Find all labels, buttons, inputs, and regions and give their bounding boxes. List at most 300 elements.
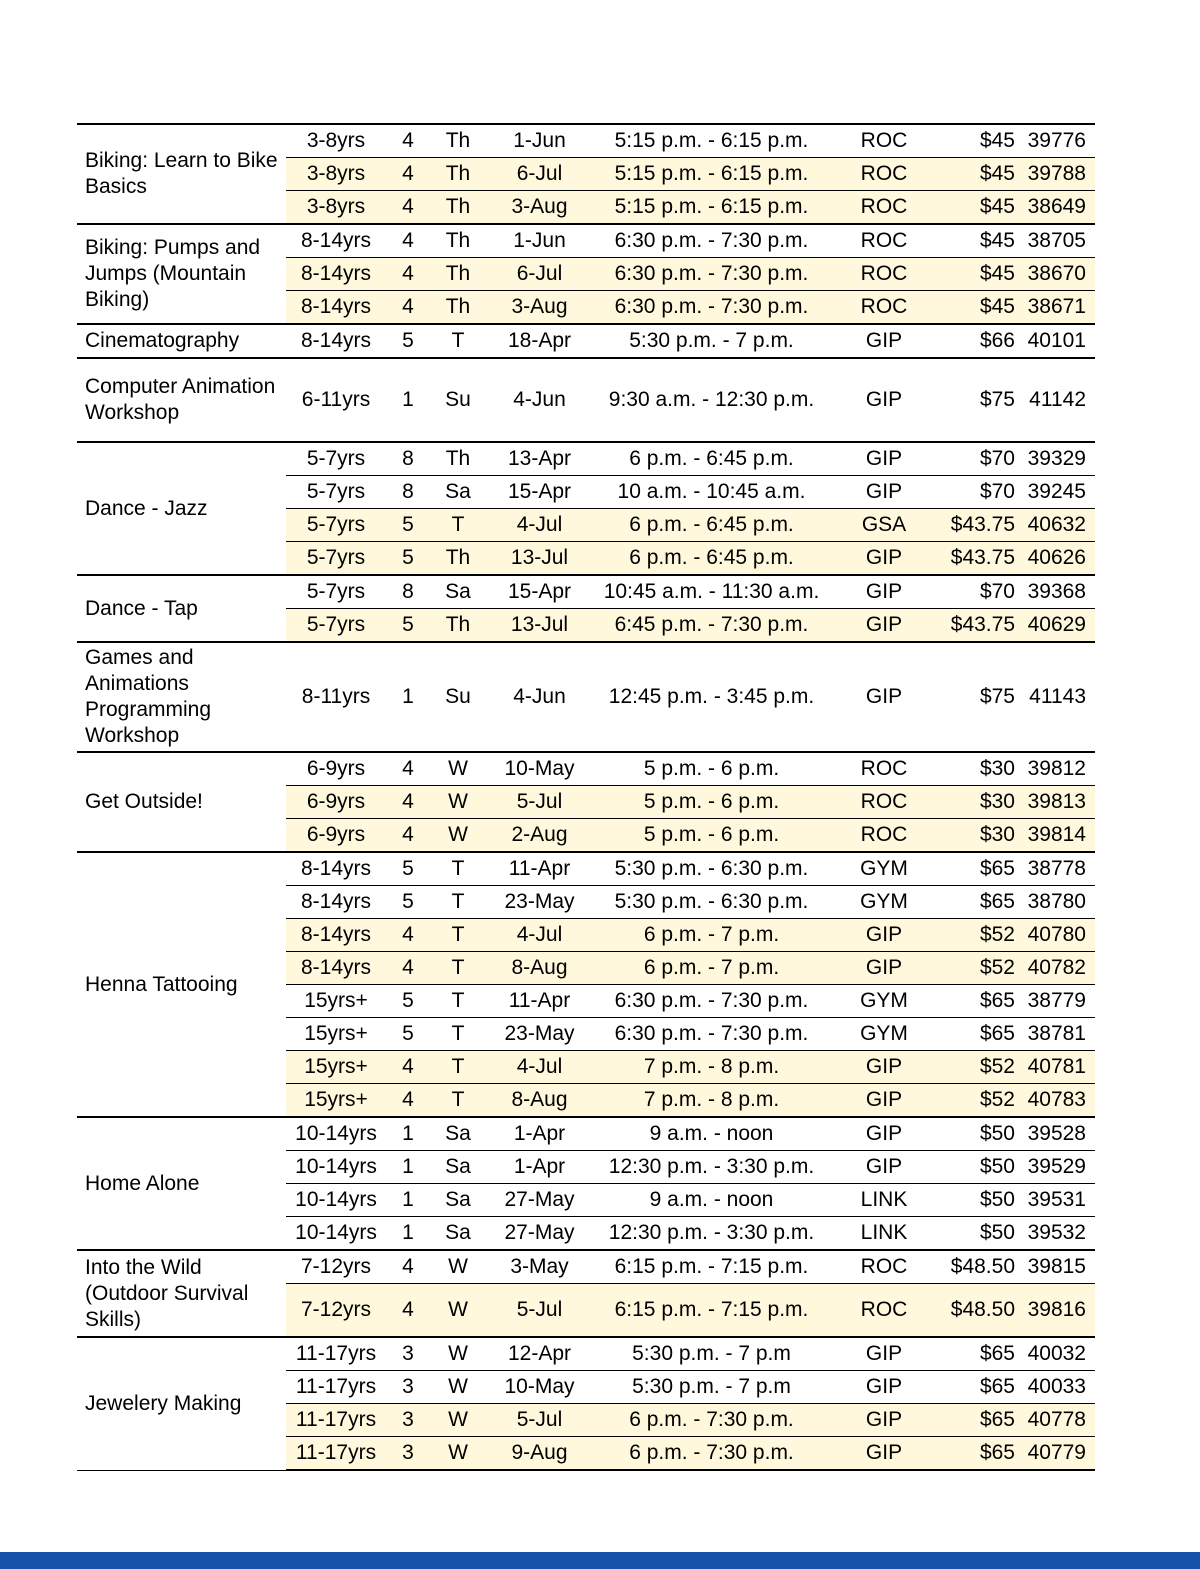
fee-cell: $45 — [938, 258, 1017, 291]
day-cell: Th — [430, 158, 486, 191]
code-cell: 41142 — [1017, 358, 1095, 442]
code-cell: 39788 — [1017, 158, 1095, 191]
table-row — [77, 324, 1095, 358]
age-cell: 8-14yrs — [286, 886, 386, 919]
time-cell: 12:45 p.m. - 3:45 p.m. — [593, 642, 830, 752]
schedule-body — [77, 124, 1095, 1470]
date-cell: 1-Jun — [486, 124, 593, 158]
day-cell: T — [430, 919, 486, 952]
fee-cell: $70 — [938, 476, 1017, 509]
time-cell: 6 p.m. - 6:45 p.m. — [593, 509, 830, 542]
age-cell: 8-14yrs — [286, 919, 386, 952]
age-cell: 8-14yrs — [286, 852, 386, 886]
code-cell: 38780 — [1017, 886, 1095, 919]
age-cell: 15yrs+ — [286, 985, 386, 1018]
fee-cell: $43.75 — [938, 609, 1017, 643]
sessions-cell: 5 — [386, 886, 430, 919]
code-cell: 39815 — [1017, 1250, 1095, 1284]
program-name: Henna Tattooing — [77, 852, 286, 1117]
age-cell: 15yrs+ — [286, 1084, 386, 1118]
age-cell: 11-17yrs — [286, 1337, 386, 1371]
date-cell: 15-Apr — [486, 476, 593, 509]
program-name: Into the Wild (Outdoor Survival Skills) — [77, 1250, 286, 1337]
age-cell: 5-7yrs — [286, 575, 386, 609]
code-cell: 40626 — [1017, 542, 1095, 576]
code-cell: 38779 — [1017, 985, 1095, 1018]
code-cell: 39532 — [1017, 1217, 1095, 1251]
code-cell: 41143 — [1017, 642, 1095, 752]
age-cell: 11-17yrs — [286, 1371, 386, 1404]
sessions-cell: 1 — [386, 1117, 430, 1151]
date-cell: 4-Jul — [486, 919, 593, 952]
location-cell: GIP — [830, 1337, 938, 1371]
day-cell: T — [430, 1084, 486, 1118]
sessions-cell: 4 — [386, 224, 430, 258]
date-cell: 4-Jul — [486, 509, 593, 542]
code-cell: 40032 — [1017, 1337, 1095, 1371]
time-cell: 5:30 p.m. - 7 p.m — [593, 1337, 830, 1371]
fee-cell: $75 — [938, 358, 1017, 442]
fee-cell: $65 — [938, 1404, 1017, 1437]
age-cell: 6-11yrs — [286, 358, 386, 442]
sessions-cell: 1 — [386, 358, 430, 442]
fee-cell: $75 — [938, 642, 1017, 752]
sessions-cell: 1 — [386, 1151, 430, 1184]
date-cell: 11-Apr — [486, 985, 593, 1018]
location-cell: GIP — [830, 1084, 938, 1118]
age-cell: 10-14yrs — [286, 1117, 386, 1151]
fee-cell: $45 — [938, 191, 1017, 225]
day-cell: T — [430, 509, 486, 542]
location-cell: ROC — [830, 158, 938, 191]
code-cell: 40778 — [1017, 1404, 1095, 1437]
date-cell: 5-Jul — [486, 1404, 593, 1437]
time-cell: 5 p.m. - 6 p.m. — [593, 752, 830, 786]
fee-cell: $65 — [938, 1437, 1017, 1471]
sessions-cell: 5 — [386, 852, 430, 886]
location-cell: GIP — [830, 642, 938, 752]
program-schedule-table — [77, 123, 1095, 1471]
time-cell: 6:30 p.m. - 7:30 p.m. — [593, 224, 830, 258]
location-cell: ROC — [830, 1284, 938, 1338]
time-cell: 6:30 p.m. - 7:30 p.m. — [593, 1018, 830, 1051]
day-cell: Th — [430, 191, 486, 225]
table-row — [77, 642, 1095, 752]
code-cell: 38670 — [1017, 258, 1095, 291]
code-cell: 38705 — [1017, 224, 1095, 258]
location-cell: ROC — [830, 124, 938, 158]
location-cell: GIP — [830, 542, 938, 576]
location-cell: GIP — [830, 575, 938, 609]
time-cell: 6:15 p.m. - 7:15 p.m. — [593, 1284, 830, 1338]
day-cell: Th — [430, 258, 486, 291]
code-cell: 40629 — [1017, 609, 1095, 643]
time-cell: 5:30 p.m. - 6:30 p.m. — [593, 886, 830, 919]
fee-cell: $50 — [938, 1217, 1017, 1251]
time-cell: 5:30 p.m. - 7 p.m — [593, 1371, 830, 1404]
age-cell: 6-9yrs — [286, 819, 386, 853]
program-name: Games and Animations Programming Workshop — [77, 642, 286, 752]
fee-cell: $45 — [938, 158, 1017, 191]
day-cell: T — [430, 1051, 486, 1084]
date-cell: 1-Apr — [486, 1117, 593, 1151]
day-cell: Sa — [430, 1184, 486, 1217]
day-cell: W — [430, 752, 486, 786]
code-cell: 39776 — [1017, 124, 1095, 158]
time-cell: 5 p.m. - 6 p.m. — [593, 786, 830, 819]
day-cell: W — [430, 1250, 486, 1284]
age-cell: 8-14yrs — [286, 291, 386, 325]
program-name: Get Outside! — [77, 752, 286, 852]
date-cell: 23-May — [486, 886, 593, 919]
time-cell: 9 a.m. - noon — [593, 1184, 830, 1217]
time-cell: 6:45 p.m. - 7:30 p.m. — [593, 609, 830, 643]
date-cell: 3-Aug — [486, 191, 593, 225]
code-cell: 39813 — [1017, 786, 1095, 819]
sessions-cell: 4 — [386, 952, 430, 985]
table-row — [77, 1337, 1095, 1371]
age-cell: 8-14yrs — [286, 224, 386, 258]
time-cell: 6 p.m. - 7:30 p.m. — [593, 1404, 830, 1437]
code-cell: 40033 — [1017, 1371, 1095, 1404]
date-cell: 10-May — [486, 752, 593, 786]
time-cell: 12:30 p.m. - 3:30 p.m. — [593, 1217, 830, 1251]
location-cell: GIP — [830, 1117, 938, 1151]
sessions-cell: 1 — [386, 1217, 430, 1251]
fee-cell: $45 — [938, 291, 1017, 325]
sessions-cell: 4 — [386, 1284, 430, 1338]
fee-cell: $52 — [938, 1084, 1017, 1118]
day-cell: Su — [430, 358, 486, 442]
date-cell: 11-Apr — [486, 852, 593, 886]
date-cell: 5-Jul — [486, 786, 593, 819]
date-cell: 3-Aug — [486, 291, 593, 325]
age-cell: 5-7yrs — [286, 509, 386, 542]
sessions-cell: 3 — [386, 1404, 430, 1437]
date-cell: 2-Aug — [486, 819, 593, 853]
date-cell: 1-Jun — [486, 224, 593, 258]
age-cell: 8-14yrs — [286, 258, 386, 291]
code-cell: 39816 — [1017, 1284, 1095, 1338]
location-cell: GIP — [830, 1404, 938, 1437]
code-cell: 38649 — [1017, 191, 1095, 225]
age-cell: 7-12yrs — [286, 1284, 386, 1338]
fee-cell: $65 — [938, 1018, 1017, 1051]
fee-cell: $70 — [938, 442, 1017, 476]
location-cell: GIP — [830, 952, 938, 985]
program-name: Home Alone — [77, 1117, 286, 1250]
code-cell: 38671 — [1017, 291, 1095, 325]
sessions-cell: 4 — [386, 191, 430, 225]
program-name: Dance - Jazz — [77, 442, 286, 575]
location-cell: GIP — [830, 919, 938, 952]
time-cell: 6:30 p.m. - 7:30 p.m. — [593, 985, 830, 1018]
sessions-cell: 4 — [386, 258, 430, 291]
fee-cell: $50 — [938, 1184, 1017, 1217]
date-cell: 12-Apr — [486, 1337, 593, 1371]
sessions-cell: 4 — [386, 919, 430, 952]
fee-cell: $48.50 — [938, 1250, 1017, 1284]
code-cell: 40781 — [1017, 1051, 1095, 1084]
program-name: Jewelery Making — [77, 1337, 286, 1470]
code-cell: 39531 — [1017, 1184, 1095, 1217]
time-cell: 6:30 p.m. - 7:30 p.m. — [593, 258, 830, 291]
table-row — [77, 852, 1095, 886]
location-cell: LINK — [830, 1217, 938, 1251]
code-cell: 39368 — [1017, 575, 1095, 609]
date-cell: 3-May — [486, 1250, 593, 1284]
location-cell: GIP — [830, 476, 938, 509]
location-cell: ROC — [830, 752, 938, 786]
program-name: Biking: Pumps and Jumps (Mountain Biking) — [77, 224, 286, 324]
time-cell: 7 p.m. - 8 p.m. — [593, 1084, 830, 1118]
location-cell: ROC — [830, 258, 938, 291]
table-row — [77, 1117, 1095, 1151]
fee-cell: $30 — [938, 786, 1017, 819]
location-cell: GIP — [830, 609, 938, 643]
location-cell: GIP — [830, 358, 938, 442]
time-cell: 5 p.m. - 6 p.m. — [593, 819, 830, 853]
time-cell: 5:15 p.m. - 6:15 p.m. — [593, 191, 830, 225]
day-cell: Sa — [430, 575, 486, 609]
sessions-cell: 3 — [386, 1437, 430, 1471]
day-cell: W — [430, 1371, 486, 1404]
age-cell: 3-8yrs — [286, 124, 386, 158]
location-cell: GYM — [830, 985, 938, 1018]
day-cell: T — [430, 952, 486, 985]
day-cell: W — [430, 1284, 486, 1338]
program-name: Dance - Tap — [77, 575, 286, 642]
age-cell: 6-9yrs — [286, 752, 386, 786]
age-cell: 10-14yrs — [286, 1151, 386, 1184]
day-cell: T — [430, 852, 486, 886]
date-cell: 13-Jul — [486, 542, 593, 576]
date-cell: 4-Jul — [486, 1051, 593, 1084]
location-cell: ROC — [830, 291, 938, 325]
fee-cell: $65 — [938, 1371, 1017, 1404]
day-cell: Sa — [430, 1217, 486, 1251]
time-cell: 6:15 p.m. - 7:15 p.m. — [593, 1250, 830, 1284]
code-cell: 39528 — [1017, 1117, 1095, 1151]
time-cell: 6 p.m. - 7 p.m. — [593, 952, 830, 985]
time-cell: 5:30 p.m. - 7 p.m. — [593, 324, 830, 358]
sessions-cell: 3 — [386, 1371, 430, 1404]
sessions-cell: 4 — [386, 786, 430, 819]
fee-cell: $50 — [938, 1117, 1017, 1151]
fee-cell: $65 — [938, 1337, 1017, 1371]
location-cell: GIP — [830, 442, 938, 476]
program-name: Computer Animation Workshop — [77, 358, 286, 442]
day-cell: Sa — [430, 1117, 486, 1151]
age-cell: 5-7yrs — [286, 476, 386, 509]
fee-cell: $65 — [938, 985, 1017, 1018]
date-cell: 9-Aug — [486, 1437, 593, 1471]
day-cell: Th — [430, 542, 486, 576]
code-cell: 39329 — [1017, 442, 1095, 476]
time-cell: 5:15 p.m. - 6:15 p.m. — [593, 124, 830, 158]
time-cell: 10 a.m. - 10:45 a.m. — [593, 476, 830, 509]
fee-cell: $65 — [938, 886, 1017, 919]
sessions-cell: 8 — [386, 476, 430, 509]
location-cell: GYM — [830, 886, 938, 919]
age-cell: 15yrs+ — [286, 1051, 386, 1084]
location-cell: GIP — [830, 1437, 938, 1471]
time-cell: 6 p.m. - 6:45 p.m. — [593, 442, 830, 476]
day-cell: Su — [430, 642, 486, 752]
code-cell: 39529 — [1017, 1151, 1095, 1184]
location-cell: GYM — [830, 852, 938, 886]
age-cell: 11-17yrs — [286, 1437, 386, 1471]
sessions-cell: 4 — [386, 291, 430, 325]
date-cell: 5-Jul — [486, 1284, 593, 1338]
code-cell: 39812 — [1017, 752, 1095, 786]
sessions-cell: 5 — [386, 1018, 430, 1051]
date-cell: 4-Jun — [486, 642, 593, 752]
program-name: Biking: Learn to Bike Basics — [77, 124, 286, 224]
date-cell: 1-Apr — [486, 1151, 593, 1184]
location-cell: GIP — [830, 1371, 938, 1404]
sessions-cell: 5 — [386, 609, 430, 643]
fee-cell: $50 — [938, 1151, 1017, 1184]
age-cell: 10-14yrs — [286, 1184, 386, 1217]
sessions-cell: 1 — [386, 642, 430, 752]
sessions-cell: 3 — [386, 1337, 430, 1371]
day-cell: T — [430, 1018, 486, 1051]
day-cell: T — [430, 324, 486, 358]
sessions-cell: 5 — [386, 509, 430, 542]
date-cell: 13-Apr — [486, 442, 593, 476]
sessions-cell: 8 — [386, 442, 430, 476]
fee-cell: $52 — [938, 919, 1017, 952]
date-cell: 18-Apr — [486, 324, 593, 358]
time-cell: 5:30 p.m. - 6:30 p.m. — [593, 852, 830, 886]
day-cell: Sa — [430, 1151, 486, 1184]
fee-cell: $43.75 — [938, 542, 1017, 576]
day-cell: Th — [430, 224, 486, 258]
location-cell: GIP — [830, 1051, 938, 1084]
sessions-cell: 4 — [386, 124, 430, 158]
date-cell: 8-Aug — [486, 952, 593, 985]
location-cell: LINK — [830, 1184, 938, 1217]
sessions-cell: 4 — [386, 1084, 430, 1118]
age-cell: 11-17yrs — [286, 1404, 386, 1437]
fee-cell: $45 — [938, 124, 1017, 158]
sessions-cell: 5 — [386, 542, 430, 576]
date-cell: 8-Aug — [486, 1084, 593, 1118]
code-cell: 40632 — [1017, 509, 1095, 542]
location-cell: ROC — [830, 224, 938, 258]
age-cell: 5-7yrs — [286, 542, 386, 576]
day-cell: Th — [430, 124, 486, 158]
date-cell: 27-May — [486, 1184, 593, 1217]
code-cell: 39814 — [1017, 819, 1095, 853]
fee-cell: $65 — [938, 852, 1017, 886]
day-cell: Sa — [430, 476, 486, 509]
time-cell: 6 p.m. - 7 p.m. — [593, 919, 830, 952]
age-cell: 8-11yrs — [286, 642, 386, 752]
location-cell: ROC — [830, 819, 938, 853]
day-cell: W — [430, 819, 486, 853]
age-cell: 8-14yrs — [286, 952, 386, 985]
code-cell: 38781 — [1017, 1018, 1095, 1051]
fee-cell: $52 — [938, 952, 1017, 985]
day-cell: T — [430, 886, 486, 919]
sessions-cell: 4 — [386, 1250, 430, 1284]
table-row — [77, 224, 1095, 258]
sessions-cell: 4 — [386, 819, 430, 853]
fee-cell: $30 — [938, 752, 1017, 786]
age-cell: 5-7yrs — [286, 442, 386, 476]
location-cell: GIP — [830, 324, 938, 358]
date-cell: 13-Jul — [486, 609, 593, 643]
sessions-cell: 5 — [386, 985, 430, 1018]
day-cell: Th — [430, 609, 486, 643]
sessions-cell: 4 — [386, 158, 430, 191]
code-cell: 40782 — [1017, 952, 1095, 985]
location-cell: GYM — [830, 1018, 938, 1051]
time-cell: 9 a.m. - noon — [593, 1117, 830, 1151]
date-cell: 27-May — [486, 1217, 593, 1251]
location-cell: ROC — [830, 786, 938, 819]
table-row — [77, 442, 1095, 476]
time-cell: 12:30 p.m. - 3:30 p.m. — [593, 1151, 830, 1184]
day-cell: Th — [430, 442, 486, 476]
age-cell: 10-14yrs — [286, 1217, 386, 1251]
location-cell: ROC — [830, 1250, 938, 1284]
age-cell: 6-9yrs — [286, 786, 386, 819]
sessions-cell: 4 — [386, 752, 430, 786]
table-row — [77, 1250, 1095, 1284]
time-cell: 9:30 a.m. - 12:30 p.m. — [593, 358, 830, 442]
code-cell: 40101 — [1017, 324, 1095, 358]
day-cell: W — [430, 786, 486, 819]
fee-cell: $66 — [938, 324, 1017, 358]
table-row — [77, 124, 1095, 158]
code-cell: 40783 — [1017, 1084, 1095, 1118]
fee-cell: $52 — [938, 1051, 1017, 1084]
sessions-cell: 4 — [386, 1051, 430, 1084]
age-cell: 3-8yrs — [286, 191, 386, 225]
fee-cell: $43.75 — [938, 509, 1017, 542]
date-cell: 4-Jun — [486, 358, 593, 442]
time-cell: 6 p.m. - 7:30 p.m. — [593, 1437, 830, 1471]
day-cell: W — [430, 1337, 486, 1371]
location-cell: GSA — [830, 509, 938, 542]
age-cell: 5-7yrs — [286, 609, 386, 643]
day-cell: Th — [430, 291, 486, 325]
age-cell: 3-8yrs — [286, 158, 386, 191]
time-cell: 6:30 p.m. - 7:30 p.m. — [593, 291, 830, 325]
sessions-cell: 8 — [386, 575, 430, 609]
age-cell: 7-12yrs — [286, 1250, 386, 1284]
age-cell: 8-14yrs — [286, 324, 386, 358]
date-cell: 23-May — [486, 1018, 593, 1051]
fee-cell: $48.50 — [938, 1284, 1017, 1338]
program-name: Cinematography — [77, 324, 286, 358]
code-cell: 38778 — [1017, 852, 1095, 886]
fee-cell: $70 — [938, 575, 1017, 609]
code-cell: 40780 — [1017, 919, 1095, 952]
time-cell: 7 p.m. - 8 p.m. — [593, 1051, 830, 1084]
age-cell: 15yrs+ — [286, 1018, 386, 1051]
sessions-cell: 5 — [386, 324, 430, 358]
table-row — [77, 752, 1095, 786]
footer-bar — [0, 1552, 1200, 1569]
fee-cell: $45 — [938, 224, 1017, 258]
table-row — [77, 575, 1095, 609]
day-cell: W — [430, 1404, 486, 1437]
fee-cell: $30 — [938, 819, 1017, 853]
